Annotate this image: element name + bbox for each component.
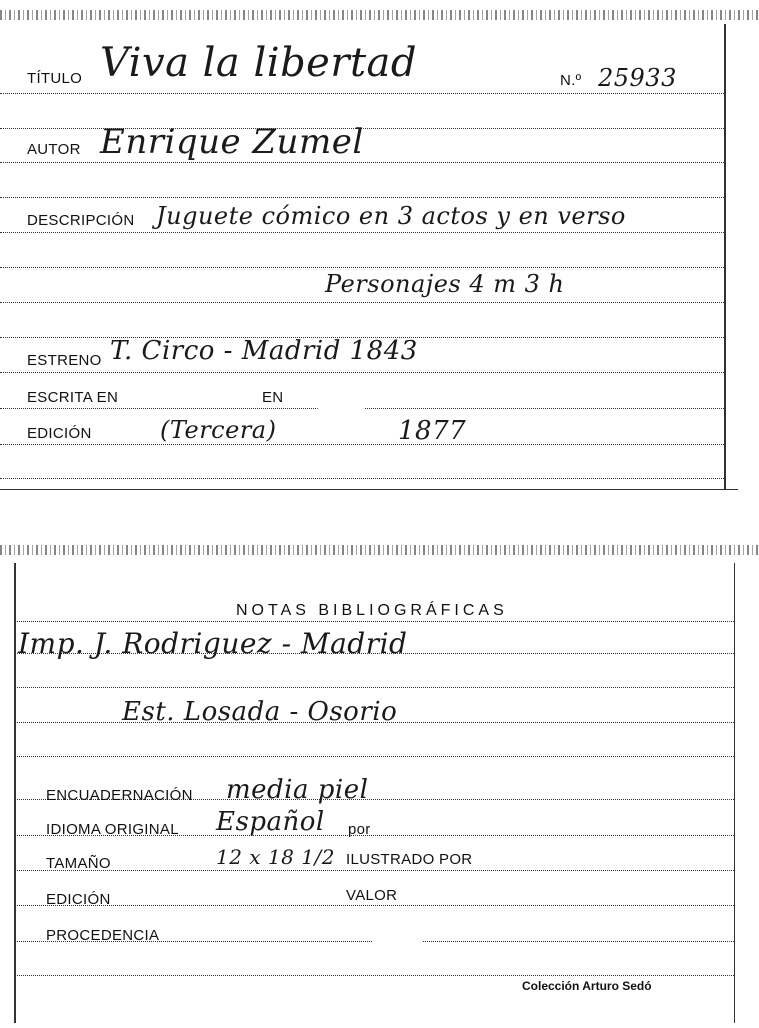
card-border-bottom xyxy=(0,489,738,490)
catalog-card-front xyxy=(0,0,759,495)
rule xyxy=(14,905,734,906)
rule xyxy=(0,267,724,268)
note-line-1: Imp. J. Rodriguez - Madrid xyxy=(18,627,408,660)
rule xyxy=(14,870,734,871)
escrita-en-label: ESCRITA EN xyxy=(27,389,119,406)
autor-label: AUTOR xyxy=(27,141,81,158)
en-label: EN xyxy=(262,389,284,406)
rule xyxy=(0,444,724,445)
edicion-value: (Tercera) xyxy=(160,416,277,444)
por-label: por xyxy=(348,821,371,838)
procedencia-label: PROCEDENCIA xyxy=(46,927,160,944)
ilustrado-label: ILUSTRADO POR xyxy=(346,851,473,868)
tamano-label: TAMAÑO xyxy=(46,855,111,872)
edicion-year: 1877 xyxy=(398,416,467,446)
idioma-label: IDIOMA ORIGINAL xyxy=(46,821,179,838)
titulo-value: Viva la libertad xyxy=(100,40,418,86)
edicion-label: EDICIÓN xyxy=(27,425,92,442)
rule xyxy=(14,975,734,976)
rule xyxy=(0,93,724,94)
estreno-value: T. Circo - Madrid 1843 xyxy=(110,336,418,366)
rule xyxy=(0,197,724,198)
personajes-value: Personajes 4 m 3 h xyxy=(325,270,565,298)
catalog-card-back xyxy=(0,535,759,1028)
numero-label: N.º xyxy=(560,72,582,89)
torn-edge xyxy=(0,10,759,20)
rule xyxy=(0,372,724,373)
rule xyxy=(0,162,724,163)
titulo-label: TÍTULO xyxy=(27,70,83,87)
numero-value: 25933 xyxy=(598,64,677,92)
note-line-2: Est. Losada - Osorio xyxy=(122,697,398,727)
encuadernacion-label: ENCUADERNACIÓN xyxy=(46,787,193,804)
rule xyxy=(0,302,724,303)
descripcion-value: Juguete cómico en 3 actos y en verso xyxy=(156,202,626,230)
encuadernacion-value: media piel xyxy=(226,775,369,805)
card-border-left xyxy=(14,563,16,1023)
notas-heading: NOTAS BIBLIOGRÁFICAS xyxy=(236,602,508,619)
card-border-right xyxy=(724,24,726,489)
redaction-blot xyxy=(312,386,370,414)
autor-value: Enrique Zumel xyxy=(100,122,364,162)
rule xyxy=(14,756,734,757)
valor-label: VALOR xyxy=(346,887,398,904)
idioma-value: Español xyxy=(216,807,325,837)
redaction-blot xyxy=(372,925,424,971)
descripcion-label: DESCRIPCIÓN xyxy=(27,212,135,229)
tamano-value: 12 x 18 1/2 xyxy=(216,845,335,869)
estreno-label: ESTRENO xyxy=(27,352,102,369)
rule xyxy=(14,687,734,688)
edicion-label: EDICIÓN xyxy=(46,891,111,908)
rule xyxy=(0,232,724,233)
collection-label: Colección Arturo Sedó xyxy=(522,979,652,993)
rule xyxy=(14,621,734,622)
card-border-right xyxy=(734,563,735,1023)
rule xyxy=(0,478,724,479)
torn-edge xyxy=(0,545,759,555)
